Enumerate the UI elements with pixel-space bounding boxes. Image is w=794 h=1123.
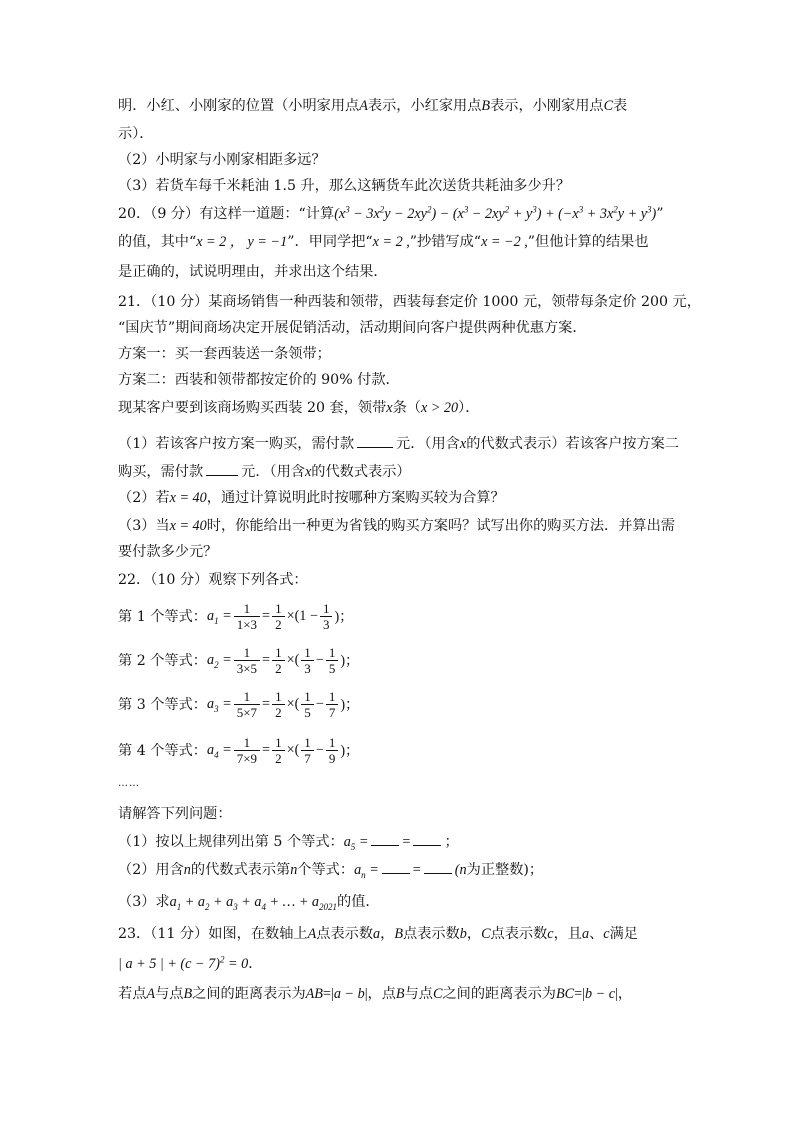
text: 、 [589,926,604,942]
ellipsis: …… [118,778,140,789]
text: （1）若该客户按方案一购买，需付款 [118,436,355,452]
text: 元．（用含 [241,464,305,480]
text: 条（ [392,400,421,416]
text: ， [466,926,482,942]
question-part: （1）按以上规律列出第 5 个等式：$a_5$ = = ； [118,834,459,852]
text: ”．甲同学把“ [287,234,373,250]
text: 的值． [337,894,380,910]
equation-row: 第 1 个等式： $a_1$ = $\frac{1}{1\times 3}$ = $\frac{1}{2}$ ×(1 − $\frac{1}{3}$ )； [118,600,354,632]
question-part: （2）若x = 40，通过计算说明此时按哪种方案购买较为合算？ [118,490,505,506]
text: 与点 [404,986,433,1002]
text: 20．（9 分）有这样一道题：“计算 [118,206,335,222]
text: 现某客户要到该商场购买西装 20 套，领带 [118,400,387,416]
text-line: 购买，需付款 元．（用含x的代数式表示） [118,464,411,480]
question-23: 23．（11 分）如图，在数轴上A点表示数a，B点表示数b，C点表示数c，且a、c满足 [118,926,638,942]
text: 第 1 个等式： [118,609,207,625]
text-line: 示）． [118,126,154,142]
text-line: 是正确的，试说明理由，并求出这个结果． [118,264,388,280]
answer-blank [382,861,410,874]
answer-blank [357,435,393,448]
text-line: “国庆节”期间商场决定开展促销活动，活动期间向客户提供两种优惠方案． [118,320,587,336]
text: （3）当 [118,518,170,534]
text-line: 要付款多少元？ [118,544,218,560]
text: 的值，其中“ [118,234,197,250]
text: 购买，需付款 [118,464,204,480]
text: 第 2 个等式： [118,653,207,669]
text: 为正整数)； [466,862,544,878]
text: ，点 [367,986,396,1002]
text-line: 若点A与点B之间的距离表示为AB=|a − b|，点B与点C之间的距离表示为BC=|b − c|， [118,986,633,1002]
text: 表 [613,98,628,114]
question-22: 22．（10 分）观察下列各式： [118,572,308,588]
equation-row: 第 3 个等式： $a_3$ = $\frac{1}{5\times 7}$ = $\frac{1}{2}$ ×( $\frac{1}{5}$ − $\frac{1}{7}$ )； [118,688,360,720]
text-line: 现某客户要到该商场购买西装 20 套，领带x条（x > 20）． [118,400,480,416]
text: （2）若 [118,490,170,506]
text: ”但他计算的结果也 [527,234,649,250]
text-line: 请解答下列问题： [118,806,232,822]
answer-blank [424,861,452,874]
answer-blank [206,463,238,476]
text: 表示，小红家用点 [367,98,482,114]
text-line: | a + 5 | + $(c - 7)^2 = 0$． [118,954,263,972]
text-line: 的值，其中“x = 2 ， y = −1”．甲同学把“x = 2 ,”抄错写成“x = −2 ,”但他计算的结果也 [118,234,649,250]
question-part: （2）小明家与小刚家相距多远？ [118,152,326,168]
text: 表示，小刚家用点 [490,98,604,114]
text: 若点 [118,986,147,1002]
text: 之间的距离表示为 [442,986,556,1002]
text: 点表示数 [316,926,374,942]
text: 明．小红、小刚家的位置（小明家用点 [118,98,360,114]
question-part: （2）用含n的代数式表示第n个等式：$a_n$ = = (n为正整数)； [118,862,544,880]
text: 之间的距离表示为 [192,986,306,1002]
text: 满足 [609,926,638,942]
text: ，且 [553,926,582,942]
text: （3）求 [118,894,170,910]
text: 个等式： [297,862,355,878]
equation-row: 第 4 个等式： $a_4$ = $\frac{1}{7\times 9}$ = $\frac{1}{2}$ ×( $\frac{1}{7}$ − $\frac{1}{9}$ )； [118,734,360,766]
question-part: （3）当x = 40时，你能给出一种更为省钱的购买方案吗？试写出你的购买方法．并算出需 [118,518,675,534]
question-part: （3）若货车每千米耗油 1.5 升，那么这辆货车此次送货共耗油多少升？ [118,178,571,194]
text: 23．（11 分）如图，在数轴上 [118,926,308,942]
answer-blank [413,833,441,846]
text: 第 3 个等式： [118,697,207,713]
text: 点表示数 [403,926,460,942]
text: 第 4 个等式： [118,743,207,759]
question-part: （1）若该客户按方案一购买，需付款 元．（用含x的代数式表示）若该客户按方案二 [118,436,680,452]
text: 的代数式表示） [311,464,411,480]
text: ，通过计算说明此时按哪种方案购买较为合算？ [206,490,505,506]
question-20: 20．（9 分）有这样一道题：“计算$(x^3 - 3x^2y - 2xy^2) - (x^3 - 2xy^2 + y^3) + (-x^3 + 3x^2y + y^3)$” [118,204,664,222]
text: ， [380,926,395,942]
text: 时，你能给出一种更为省钱的购买方案吗？试写出你的购买方法．并算出需 [206,518,675,534]
text: （1）按以上规律列出第 5 个等式： [118,834,344,850]
text-line: 方案一：买一套西装送一条领带； [118,346,331,362]
question-21: 21．（10 分）某商场销售一种西装和领带，西装每套定价 1000 元，领带每条定价 200 元， [118,294,701,310]
text: ． [248,956,263,972]
text-line: 方案二：西装和领带都按定价的 90% 付款． [118,372,400,388]
text: 的代数式表示）若该客户按方案二 [466,436,680,452]
text: 点表示数 [490,926,548,942]
text-line: 明．小红、小刚家的位置（小明家用点A表示，小红家用点B表示，小刚家用点C表 [118,98,628,114]
text: （2）用含 [118,862,184,878]
text: 的代数式表示第 [190,862,291,878]
text: 与点 [155,986,184,1002]
text: ）． [458,400,480,416]
answer-blank [371,833,399,846]
text: 元．（用含 [396,436,460,452]
question-part: （3）求$a_1 + a_2 + a_3 + a_4$ + … + $a_{2021}$的值． [118,894,380,912]
text: ”抄错写成“ [409,234,482,250]
equation-row: 第 2 个等式： $a_2$ = $\frac{1}{3\times 5}$ = $\frac{1}{2}$ ×( $\frac{1}{3}$ − $\frac{1}{5}$ )； [118,644,360,676]
